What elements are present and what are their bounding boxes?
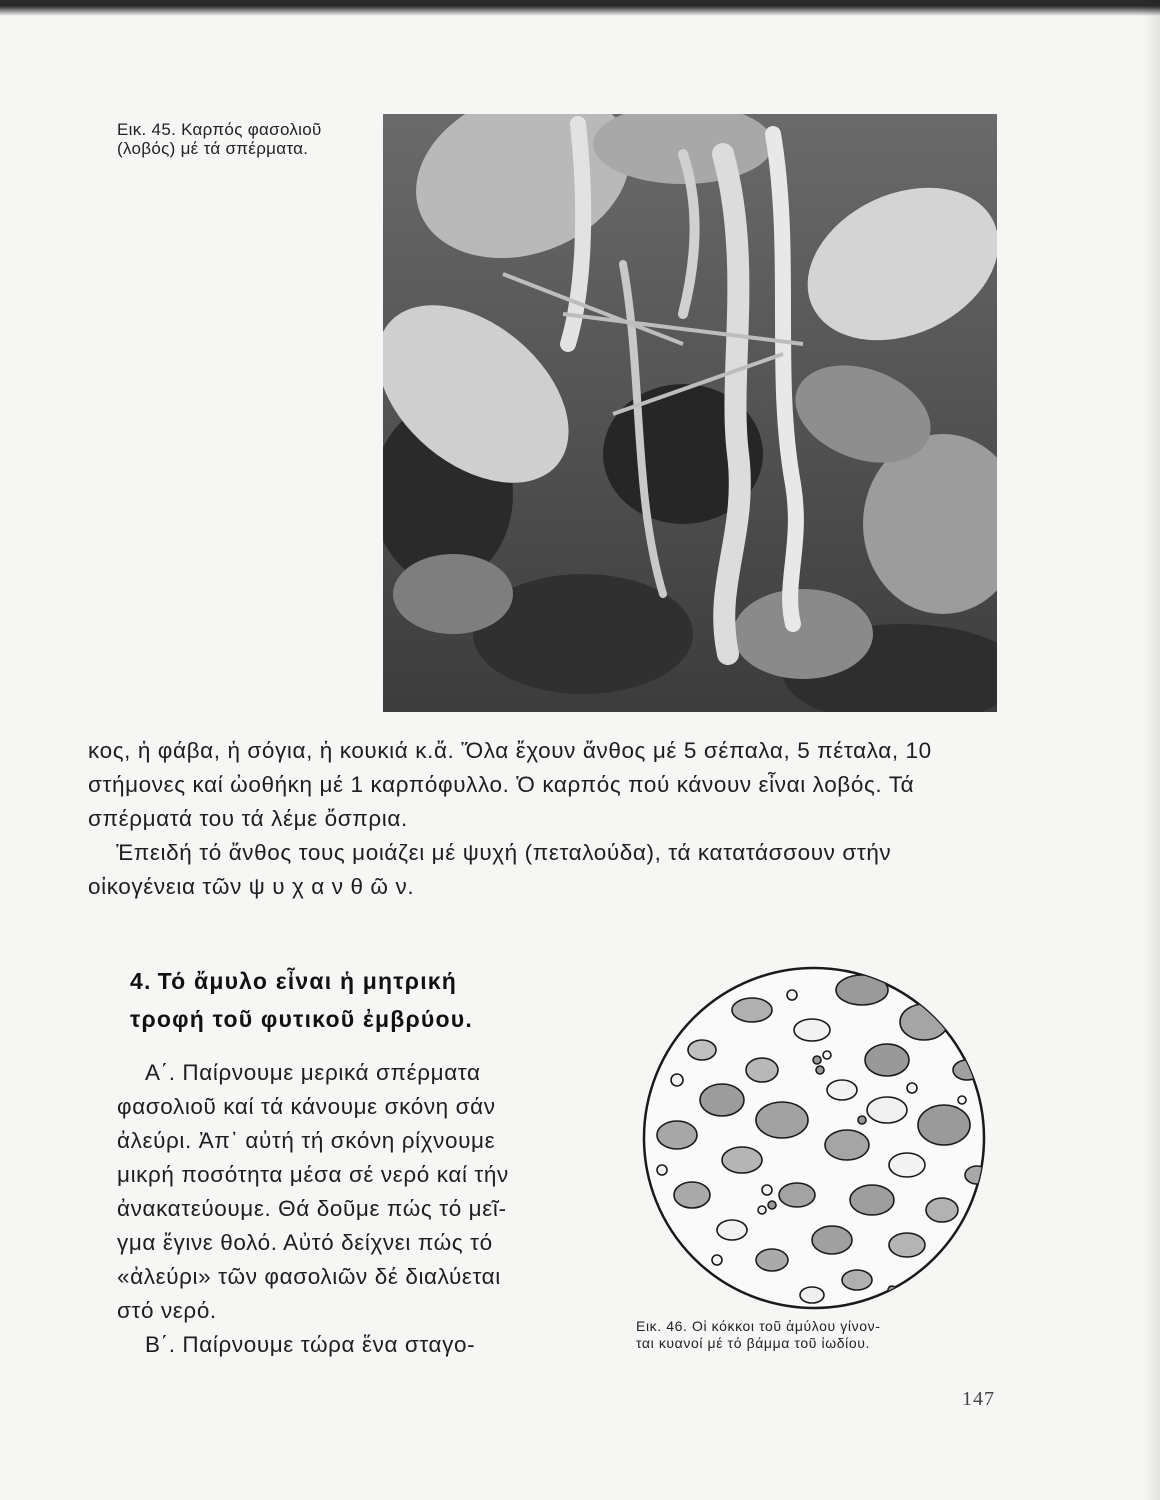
figure-45-caption-line1: Εικ. 45. Καρπός φασολιοῦ bbox=[117, 120, 322, 139]
scan-right-edge bbox=[1142, 0, 1160, 1500]
body-line: μικρή ποσότητα μέσα σέ νερό καί τήν bbox=[117, 1162, 509, 1187]
section-number: 4. bbox=[130, 968, 152, 994]
paragraph-psychanthon bbox=[88, 836, 998, 904]
section-heading bbox=[130, 962, 600, 1038]
body-line: γμα ἔγινε θολό. Αὐτό δείχνει πώς τό bbox=[117, 1230, 493, 1255]
paragraph-end: . bbox=[407, 874, 415, 899]
figure-46-caption bbox=[636, 1318, 1016, 1352]
body-line: Α΄. Παίρνουμε μερικά σπέρματα bbox=[145, 1060, 481, 1085]
section-body bbox=[117, 1056, 603, 1362]
body-line: ἀνακατεύουμε. Θά δοῦμε πώς τό μεῖ- bbox=[117, 1196, 507, 1221]
figure-45-caption-line2: (λοβός) μέ τά σπέρματα. bbox=[117, 139, 309, 158]
page-number: 147 bbox=[962, 1388, 995, 1410]
family-name-emphasis: ψ υ χ α ν θ ῶ ν bbox=[248, 874, 408, 899]
bean-pods-photo bbox=[383, 114, 997, 712]
body-line: φασολιοῦ καί τά κάνουμε σκόνη σάν bbox=[117, 1094, 496, 1119]
figure-46-caption-line2: ται κυανοί μέ τό βάμμα τοῦ ἰωδίου. bbox=[636, 1335, 870, 1351]
paragraph-psychanthon-text: Ἐπειδή τό ἄνθος τους μοιάζει μέ ψυχή (πεταλούδα), τά κατατάσσουν στήν οἰκογένεια τῶν bbox=[88, 840, 892, 899]
body-line: ἀλεύρι. Ἀπ᾽ αὐτή τή σκόνη ρίχνουμε bbox=[117, 1128, 496, 1153]
paragraph-legumes: κος, ἡ φάβα, ἡ σόγια, ἡ κουκιά κ.ἄ. Ὅλα ἔχουν ἄνθος μέ 5 σέπαλα, 5 πέταλα, 10 στήμονες καί ὠοθήκη μέ 1 καρπόφυλλο. Ὁ καρπός πού κάνουν εἶναι λοβός. Τά σπέρματά του τά λέμε ὄσπρια. bbox=[88, 738, 932, 831]
figure-45-caption bbox=[117, 120, 397, 158]
body-line: στό νερό. bbox=[117, 1298, 217, 1323]
section-title-line1: Τό ἄμυλο εἶναι ἡ μητρική bbox=[157, 968, 458, 994]
scan-top-edge bbox=[0, 0, 1160, 16]
section-title-line2: τροφή τοῦ φυτικοῦ ἐμβρύου. bbox=[130, 1006, 473, 1032]
body-line: Β΄. Παίρνουμε τώρα ἕνα σταγο- bbox=[145, 1332, 476, 1357]
figure-46-caption-line1: Εικ. 46. Οἱ κόκκοι τοῦ ἀμύλου γίνον- bbox=[636, 1318, 881, 1334]
starch-granules-figure bbox=[632, 960, 1002, 1316]
body-line: «ἀλεύρι» τῶν φασολιῶν δέ διαλύεται bbox=[117, 1264, 501, 1289]
